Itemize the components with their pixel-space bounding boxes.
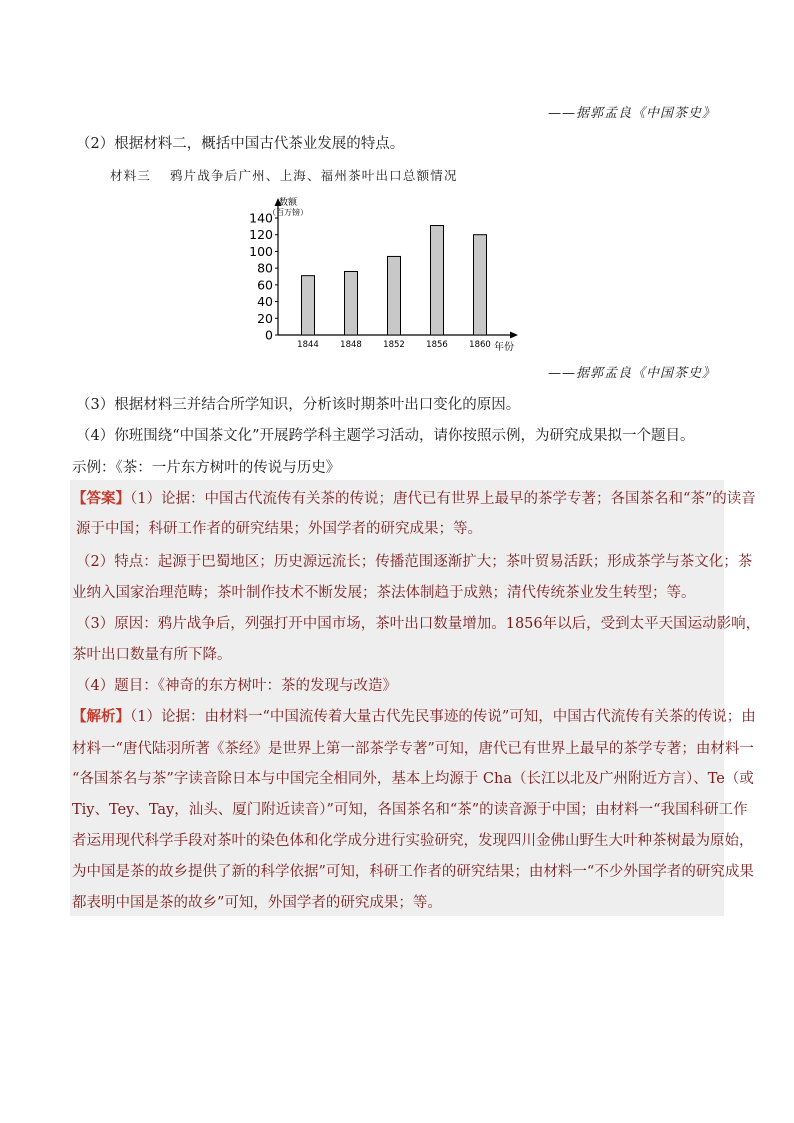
- example-title: 示例：《茶：一片东方树叶的传说与历史》: [72, 460, 341, 476]
- x-tick-label: 1860: [469, 340, 491, 350]
- question-2: （2）根据材料二，概括中国古代茶业发展的特点。: [76, 136, 405, 152]
- answer-line-5: （3）原因：鸦片战争后，列强打开中国市场，茶叶出口数量增加。1856年以后，受到太平天国运动影响，: [76, 616, 761, 632]
- bar-1856: [431, 226, 444, 335]
- y-tick-label: 80: [257, 260, 273, 276]
- answer-panel: [70, 480, 724, 916]
- analysis-line-3: “各国茶名与茶”字读音除日本与中国完全相同外，基本上均源于 Cha（长江以北及广州附近方言）、Te（或: [72, 771, 754, 787]
- analysis-line-4: Tiy、Tey、Tay，汕头、厦门附近读音）”可知，各国茶名和“茶”的读音源于中国；由材料一“我国科研工作: [72, 802, 748, 818]
- y-tick-label: 60: [257, 277, 273, 293]
- x-tick-label: 1848: [340, 340, 362, 350]
- analysis-line-2: 材料一“唐代陆羽所著《茶经》是世界上第一部茶学专著”可知，唐代已有世界上最早的茶学专著；由材料一: [72, 741, 754, 757]
- analysis-line-6: 为中国是茶的故乡提供了新的科学依据”可知，科研工作者的研究结果；由材料一“不少外国学者的研究成果: [72, 864, 754, 880]
- analysis-line-5: 者运用现代科学手段对茶叶的染色体和化学成分进行实验研究，发现四川金佛山野生大叶种茶树最为原始，: [72, 833, 754, 849]
- y-tick-label: 20: [257, 310, 273, 326]
- y-tick-label: 120: [249, 227, 273, 243]
- question-3: （3）根据材料三并结合所学知识，分析该时期茶叶出口变化的原因。: [76, 397, 521, 413]
- x-tick-label: 1852: [383, 340, 405, 350]
- x-tick-label: 1844: [297, 340, 319, 350]
- chart-xlabel: 年份: [494, 342, 514, 353]
- x-axis-arrow: [510, 332, 518, 339]
- bar-1844: [302, 276, 315, 335]
- bar-1848: [345, 271, 358, 335]
- source-citation-bottom: ——据郭孟良《中国茶史》: [547, 366, 716, 381]
- answer-tag: 【答案】: [72, 490, 130, 507]
- export-bar-chart: [240, 190, 540, 360]
- x-tick-label: 1856: [426, 340, 448, 350]
- answer-line-1: 【答案】（1）论据：中国古代流传有关茶的传说；唐代已有世界上最早的茶学专著；各国茶名和“茶”的读音: [72, 490, 756, 507]
- bar-1860: [474, 235, 487, 335]
- y-tick-label: 0: [265, 327, 273, 343]
- question-4: （4）你班围绕“中国茶文化”开展跨学科主题学习活动，请你按照示例，为研究成果拟一个题目。: [76, 428, 695, 444]
- y-tick-label: 100: [249, 243, 273, 259]
- answer-line-3: （2）特点：起源于巴蜀地区；历史源远流长；传播范围逐渐扩大；茶叶贸易活跃；形成茶学与茶文化；茶: [76, 554, 753, 570]
- analysis-line-7: 都表明中国是茶的故乡”可知，外国学者的研究成果；等。: [72, 895, 442, 911]
- bar-1852: [388, 256, 401, 335]
- material-3-title: 材料三 鸦片战争后广州、上海、福州茶叶出口总额情况: [110, 168, 458, 183]
- answer-line-7: （4）题目：《神奇的东方树叶：茶的发现与改造》: [76, 678, 397, 694]
- source-citation-top: ——据郭孟良《中国茶史》: [547, 106, 716, 121]
- y-tick-label: 40: [257, 294, 273, 310]
- analysis-line-1: 【解析】（1）论据：由材料一“中国流传着大量古代先民事迹的传说”可知，中国古代流传有关茶的传说；由: [72, 708, 756, 725]
- answer-line-2: 源于中国；科研工作者的研究结果；外国学者的研究成果；等。: [76, 521, 482, 537]
- y-tick-label: 140: [249, 210, 273, 226]
- analysis-tag: 【解析】: [72, 708, 130, 725]
- chart-yunit: （百万镑）: [268, 208, 308, 217]
- answer-line-6: 茶叶出口数量有所下降。: [72, 647, 232, 663]
- answer-line-4: 业纳入国家治理范畴；茶叶制作技术不断发展；茶法体制趋于成熟；清代传统茶业发生转型；等。: [72, 585, 696, 601]
- chart-ylabel: 数额: [278, 198, 298, 208]
